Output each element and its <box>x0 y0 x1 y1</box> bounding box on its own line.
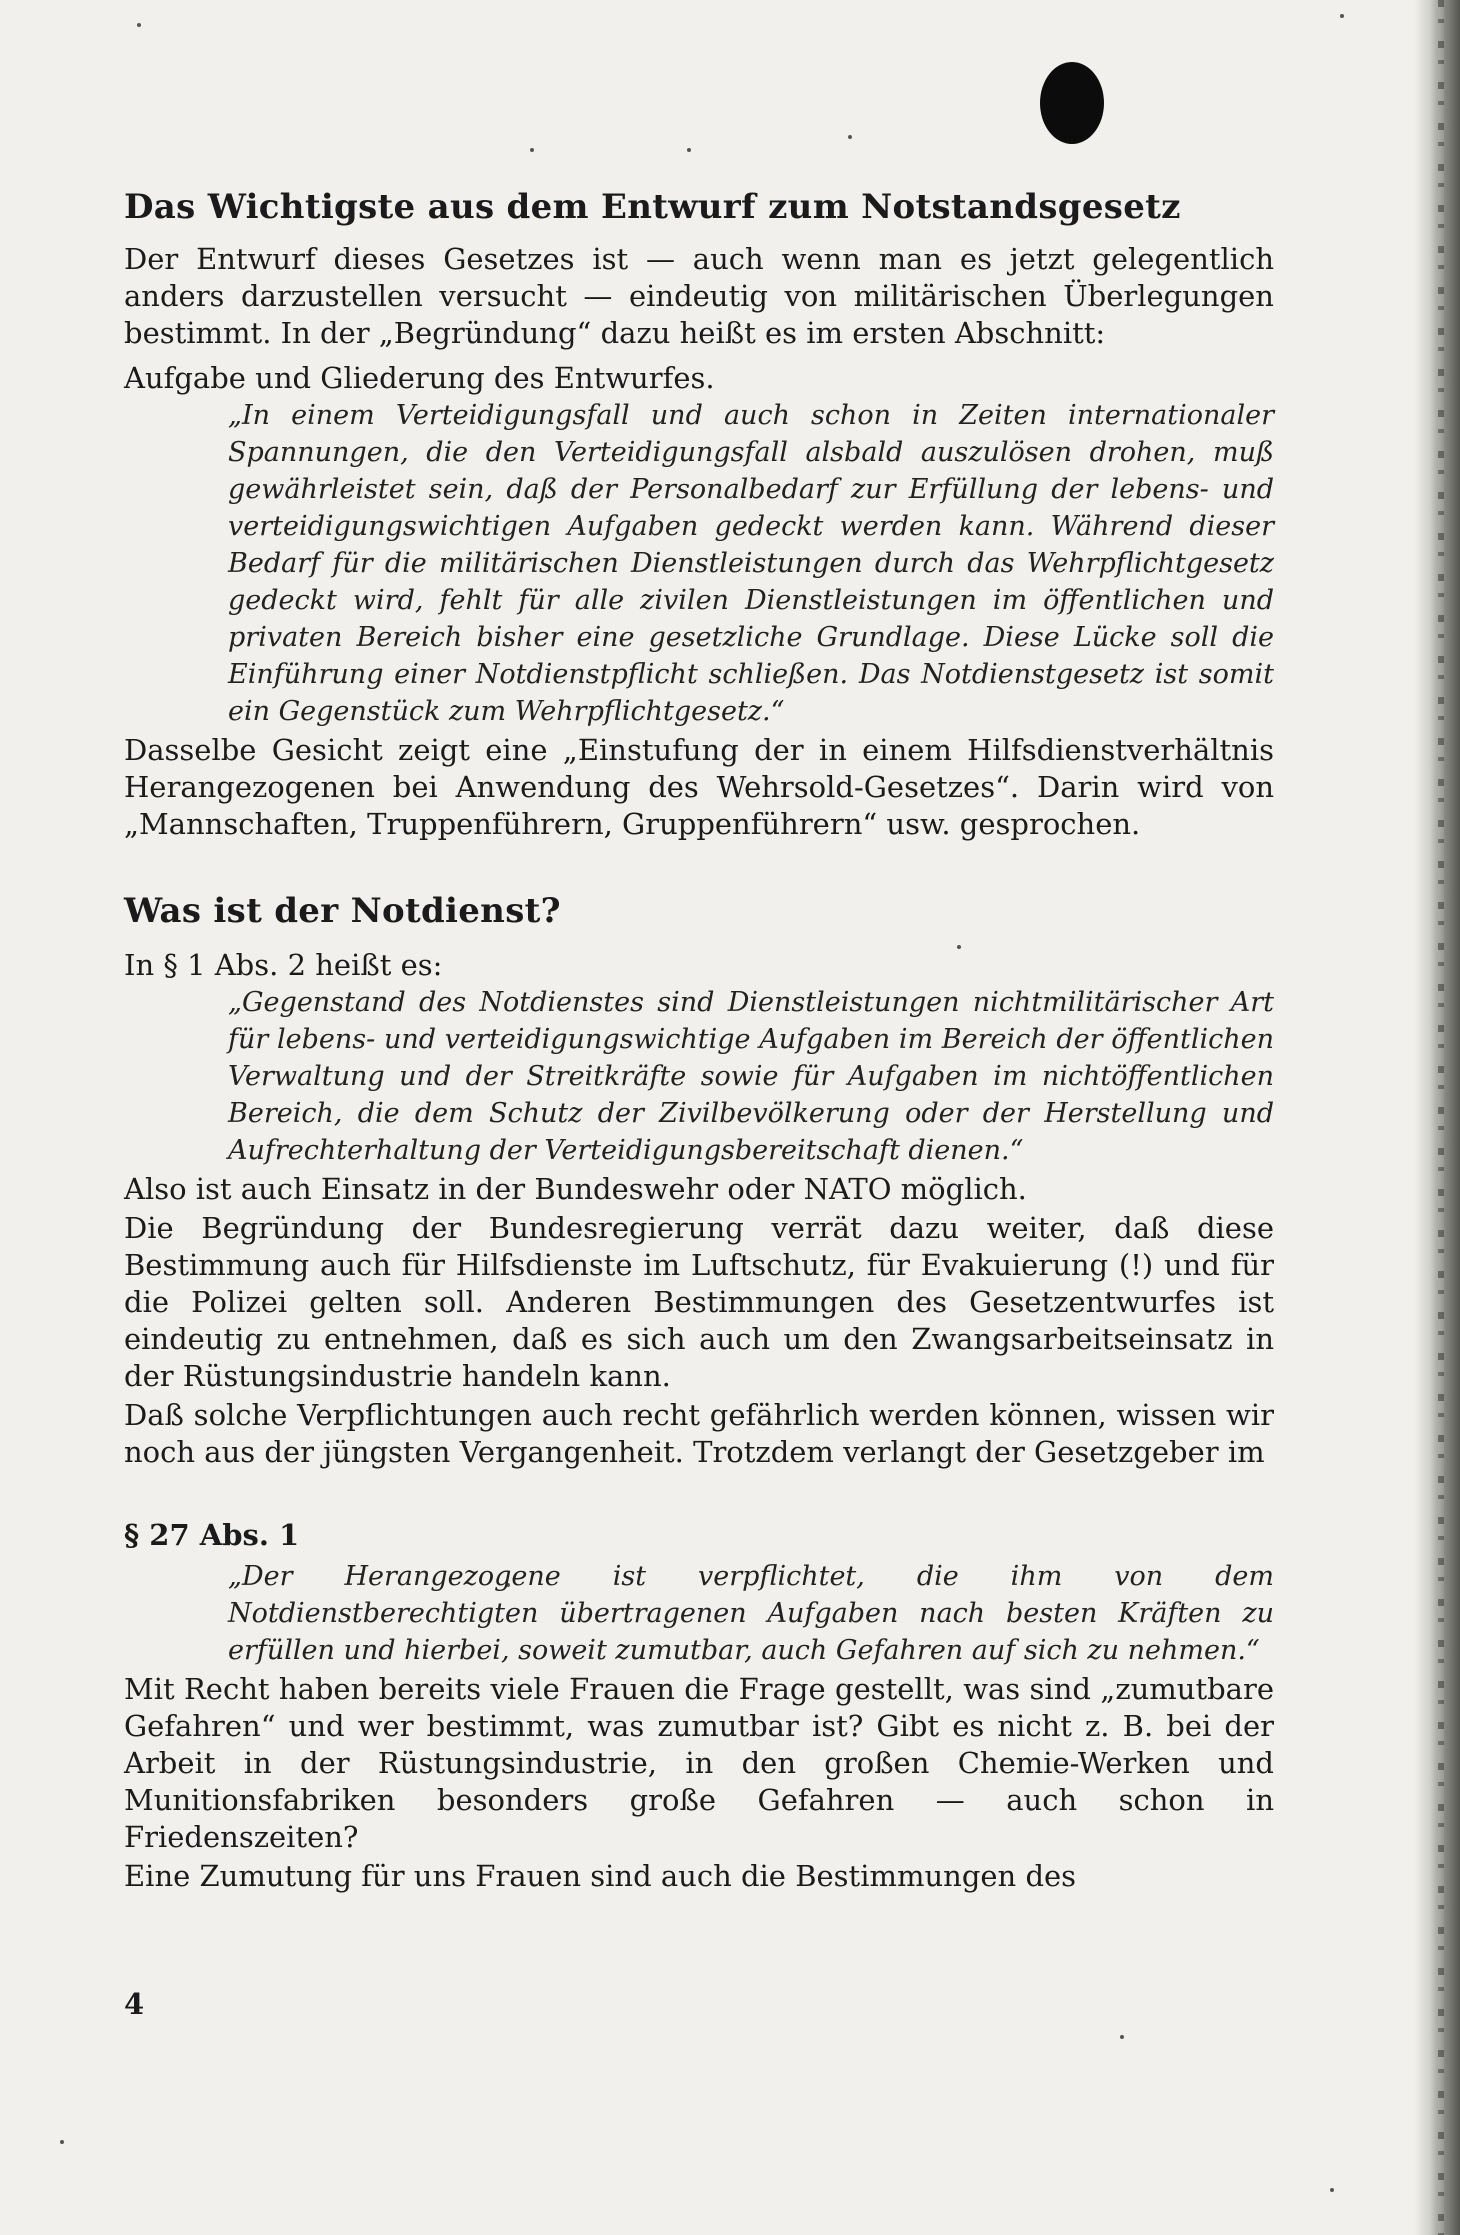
article-body <box>124 185 1274 1895</box>
quote-gegenstand: „Gegenstand des Notdienstes sind Dienstleistungen nichtmilitärischer Art für lebens- und verteidigungswichtige Aufgaben im Bereich der öffentlichen Verwaltung und der Streitkräfte sowie für Aufgaben im nichtöffentlichen Bereich, die dem Schutz der Zivilbevölkerung oder der Herstellung und Aufrechterhaltung der Verteidigungsbereitschaft dienen.“ <box>228 987 1274 1166</box>
quote-herangezogene: „Der Herangezogene ist verpflichtet, die ihm von dem Notdienstberechtigten übertragenen Aufgaben nach besten Kräften zu erfüllen und hierbei, soweit zumutbar, auch Gefahren auf sich zu nehmen.“ <box>228 1561 1274 1666</box>
dust-speck <box>848 135 852 139</box>
intro-paragraph: Der Entwurf dieses Gesetzes ist — auch wenn man es jetzt gelegentlich anders darzustellen versucht — eindeutig von militärischen Überlegungen bestimmt. In der „Begründung“ dazu heißt es im ersten Abschnitt: <box>124 242 1274 350</box>
dust-speck <box>1120 2035 1124 2039</box>
dust-speck <box>1330 2188 1334 2192</box>
quote-begruendung: „In einem Verteidigungsfall und auch schon in Zeiten internationaler Spannungen, die den Verteidigungsfall alsbald auszulösen drohen, muß gewährleistet sein, daß der Personalbedarf zur Erfüllung der lebens- und verteidigungswichtigen Aufgaben gedeckt werden kann. Während dieser Bedarf für die militärischen Dienstleistungen durch das Wehrpflichtgesetz gedeckt wird, fehlt für alle zivilen Dienstleistungen im öffentlichen und privaten Bereich bisher eine gesetzliche Grundlage. Diese Lücke soll die Einführung einer Notdienstpflicht schließen. Das Notdienstgesetz ist somit ein Gegenstück zum Wehrpflichtgesetz.“ <box>228 400 1274 727</box>
paragraph-zumutung: Eine Zumutung für uns Frauen sind auch die Bestimmungen des <box>124 1859 1077 1893</box>
dust-speck <box>530 148 534 152</box>
paragraph-gefaehrlich: Daß solche Verpflichtungen auch recht gefährlich werden können, wissen wir noch aus der jüngsten Vergangenheit. Trotzdem verlangt der Gesetzgeber im <box>124 1398 1274 1469</box>
dust-speck <box>137 23 141 27</box>
main-heading: Das Wichtigste aus dem Entwurf zum Notstandsgesetz <box>124 187 1181 227</box>
page-edge-texture <box>1438 0 1444 2235</box>
paragraph-nato: Also ist auch Einsatz in der Bundeswehr oder NATO möglich. <box>124 1172 1027 1206</box>
heading-notdienst: Was ist der Notdienst? <box>124 891 561 931</box>
paragraph-abs2: In § 1 Abs. 2 heißt es: <box>124 948 443 982</box>
dust-speck <box>60 2140 64 2144</box>
paragraph-dasselbe: Dasselbe Gesicht zeigt eine „Einstufung der in einem Hilfsdienstverhältnis Herangezogenen bei Anwendung des Wehrsold-Gesetzes“. Darin wird von „Mannschaften, Truppenführern, Gruppenführern“ usw. gesprochen. <box>124 733 1274 841</box>
page-number: 4 <box>124 1987 145 2021</box>
dust-speck <box>1340 14 1344 18</box>
paragraph-frauen: Mit Recht haben bereits viele Frauen die Frage gestellt, was sind „zumutbare Gefahren“ und wer bestimmt, was zumutbar ist? Gibt es nicht z. B. bei der Arbeit in der Rüstungsindustrie, in den großen Chemie-Werken und Munitionsfabriken besonders große Gefahren — auch schon in Friedenszeiten? <box>124 1672 1274 1854</box>
page-edge-shadow <box>1414 0 1460 2235</box>
paragraph-begruendung: Die Begründung der Bundesregierung verrät dazu weiter, daß diese Bestimmung auch für Hilfsdienste im Luftschutz, für Evakuierung (!) und für die Polizei gelten soll. Anderen Bestimmungen des Gesetzentwurfes ist eindeutig zu entnehmen, daß es sich auch um den Zwangsarbeitseinsatz in der Rüstungsindustrie handeln kann. <box>124 1211 1274 1393</box>
punch-hole-mark <box>1040 62 1104 144</box>
intro-subtitle: Aufgabe und Gliederung des Entwurfes. <box>124 361 715 395</box>
dust-speck <box>687 148 691 152</box>
section-27-heading: § 27 Abs. 1 <box>124 1518 300 1552</box>
